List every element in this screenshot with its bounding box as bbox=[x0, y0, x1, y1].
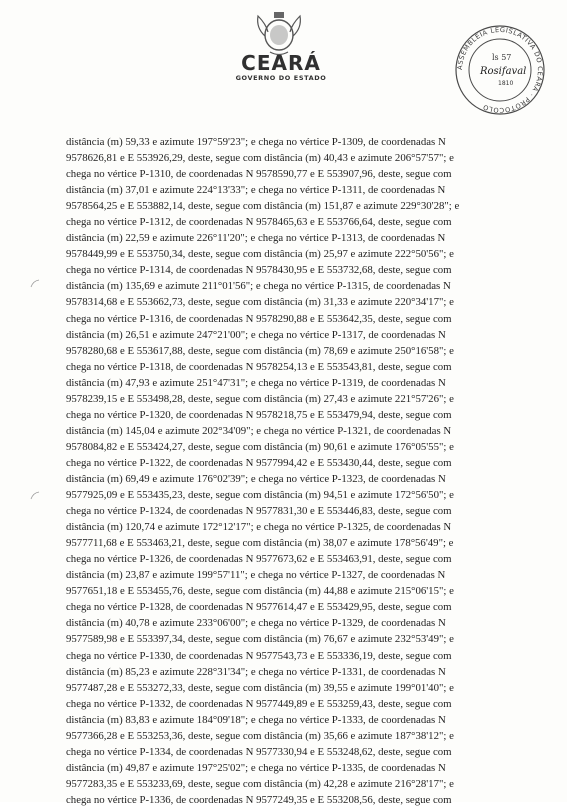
text-line: chega no vértice P-1310, de coordenadas N 9578590,77 e E 553907,96, deste, segue com bbox=[66, 168, 452, 181]
text-line: 9578084,82 e E 553424,27, deste, segue com distância (m) 90,61 e azimute 176°05'55"; e bbox=[66, 440, 454, 453]
margin-mark bbox=[30, 490, 40, 500]
text-line: chega no vértice P-1314, de coordenadas N 9578430,95 e E 553732,68, deste, segue com bbox=[66, 264, 452, 277]
text-line: chega no vértice P-1334, de coordenadas N 9577330,94 e E 553248,62, deste, segue com bbox=[66, 745, 452, 758]
text-line: chega no vértice P-1312, de coordenadas N 9578465,63 e E 553766,64, deste, segue com bbox=[66, 216, 452, 229]
stamp-top-mark: ls 57 bbox=[492, 53, 512, 62]
text-line: 9577589,98 e E 553397,34, deste, segue com distância (m) 76,67 e azimute 232°53'49"; e bbox=[66, 633, 454, 646]
text-line: distância (m) 23,87 e azimute 199°57'11"; e chega no vértice P-1327, de coordenadas N bbox=[66, 569, 446, 582]
text-line: distância (m) 135,69 e azimute 211°01'56"; e chega no vértice P-1315, de coordenadas N bbox=[66, 280, 451, 293]
state-subtitle: GOVERNO DO ESTADO bbox=[235, 74, 327, 82]
text-line: chega no vértice P-1330, de coordenadas N 9577543,73 e E 553336,19, deste, segue com bbox=[66, 649, 452, 662]
text-line: distância (m) 47,93 e azimute 251°47'31"; e chega no vértice P-1319, de coordenadas N bbox=[66, 376, 446, 389]
text-line: distância (m) 83,83 e azimute 184°09'18"; e chega no vértice P-1333, de coordenadas N bbox=[66, 713, 446, 726]
text-line: 9578626,81 e E 553926,29, deste, segue com distância (m) 40,43 e azimute 206°57'57"; e bbox=[66, 152, 454, 165]
text-line: distância (m) 26,51 e azimute 247°21'00"; e chega no vértice P-1317, de coordenadas N bbox=[66, 328, 446, 341]
text-line: chega no vértice P-1332, de coordenadas N 9577449,89 e E 553259,43, deste, segue com bbox=[66, 697, 452, 710]
text-line: chega no vértice P-1326, de coordenadas N 9577673,62 e E 553463,91, deste, segue com bbox=[66, 553, 452, 566]
text-line: distância (m) 145,04 e azimute 202°34'09"; e chega no vértice P-1321, de coordenadas N bbox=[66, 424, 452, 437]
text-line: distância (m) 85,23 e azimute 228°31'34"; e chega no vértice P-1331, de coordenadas N bbox=[66, 665, 446, 678]
text-line: 9577487,28 e E 553272,33, deste, segue com distância (m) 39,55 e azimute 199°01'40"; e bbox=[66, 681, 454, 694]
protocol-stamp-icon bbox=[452, 22, 548, 118]
text-line: distância (m) 59,33 e azimute 197°59'23"; e chega no vértice P-1309, de coordenadas N bbox=[66, 136, 446, 148]
stamp-number: 1810 bbox=[498, 80, 514, 87]
text-line: 9577711,68 e E 553463,21, deste, segue com distância (m) 38,07 e azimute 178°56'49"; e bbox=[66, 537, 454, 550]
text-line: chega no vértice P-1320, de coordenadas N 9578218,75 e E 553479,94, deste, segue com bbox=[66, 408, 452, 421]
text-line: distância (m) 22,59 e azimute 226°11'20"; e chega no vértice P-1313, de coordenadas N bbox=[66, 232, 446, 245]
state-name: CEARÁ bbox=[241, 51, 321, 75]
text-line: distância (m) 40,78 e azimute 233°06'00"; e chega no vértice P-1329, de coordenadas N bbox=[66, 617, 446, 630]
text-line: 9577366,28 e E 553253,36, deste, segue com distância (m) 35,66 e azimute 187°38'12"; e bbox=[66, 729, 454, 742]
text-line: 9578314,68 e E 553662,73, deste, segue com distância (m) 31,33 e azimute 220°34'17"; e bbox=[66, 296, 454, 309]
stamp-signature: Rosifaval bbox=[480, 66, 527, 77]
document-body bbox=[66, 134, 518, 808]
text-line: 9578280,68 e E 553617,88, deste, segue com distância (m) 78,69 e azimute 250°16'58"; e bbox=[66, 344, 454, 357]
text-line: chega no vértice P-1318, de coordenadas N 9578254,13 e E 553543,81, deste, segue com bbox=[66, 360, 452, 373]
text-line: 9578449,99 e E 553750,34, deste, segue com distância (m) 25,97 e azimute 222°50'56"; e bbox=[66, 248, 454, 261]
text-line: 9578564,25 e E 553882,14, deste, segue com distância (m) 151,87 e azimute 229°30'28"; e bbox=[66, 200, 460, 213]
text-line: 9578239,15 e E 553498,28, deste, segue com distância (m) 27,43 e azimute 221°57'26"; e bbox=[66, 392, 454, 405]
stamp-ring-text: ASSEMBLEIA LEGISLATIVA DO CEARÁ · PROTOCOLO bbox=[455, 25, 545, 115]
text-line: distância (m) 69,49 e azimute 176°02'39"; e chega no vértice P-1323, de coordenadas N bbox=[66, 472, 446, 485]
text-line: distância (m) 120,74 e azimute 172°12'17"; e chega no vértice P-1325, de coordenadas N bbox=[66, 521, 452, 534]
margin-mark bbox=[30, 278, 40, 288]
state-brand bbox=[222, 52, 340, 82]
text-line: chega no vértice P-1322, de coordenadas N 9577994,42 e E 553430,44, deste, segue com bbox=[66, 456, 452, 469]
text-line: distância (m) 37,01 e azimute 224°13'33"; e chega no vértice P-1311, de coordenadas N bbox=[66, 184, 446, 197]
text-line: chega no vértice P-1324, de coordenadas N 9577831,30 e E 553446,83, deste, segue com bbox=[66, 505, 452, 518]
text-line: 9577651,18 e E 553455,76, deste, segue com distância (m) 44,88 e azimute 215°06'15"; e bbox=[66, 585, 454, 598]
text-line: chega no vértice P-1316, de coordenadas N 9578290,88 e E 553642,35, deste, segue com bbox=[66, 312, 452, 325]
text-line: distância (m) 49,87 e azimute 197°25'02"; e chega no vértice P-1335, de coordenadas N bbox=[66, 761, 446, 774]
text-line: 9577283,35 e E 553233,69, deste, segue com distância (m) 42,28 e azimute 216°28'17"; e bbox=[66, 777, 454, 790]
text-line: 9577925,09 e E 553435,23, deste, segue com distância (m) 94,51 e azimute 172°56'50"; e bbox=[66, 489, 454, 502]
text-line: chega no vértice P-1328, de coordenadas N 9577614,47 e E 553429,95, deste, segue com bbox=[66, 601, 452, 614]
text-line: chega no vértice P-1336, de coordenadas N 9577249,35 e E 553208,56, deste, segue com bbox=[66, 793, 452, 806]
